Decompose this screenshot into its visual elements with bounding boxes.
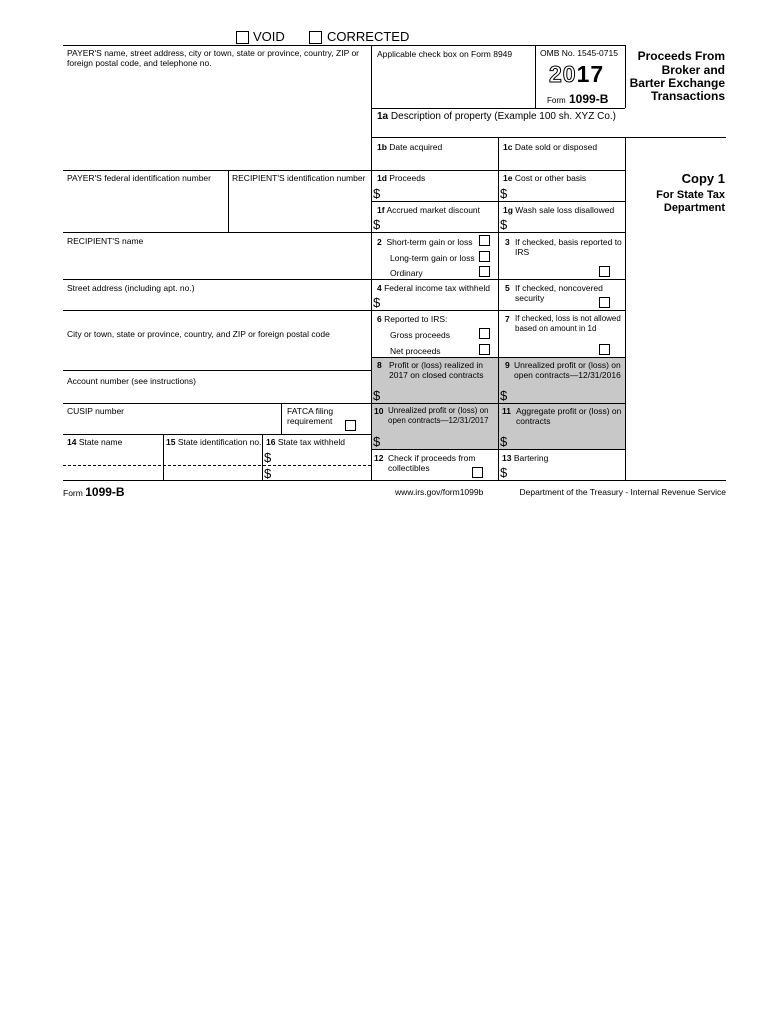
box6-net-checkbox[interactable] [479,344,490,355]
box1c-field[interactable] [499,153,624,169]
line-1a-top [371,108,535,109]
box7-checkbox[interactable] [599,344,610,355]
omb-form-prefix: Form [547,96,566,105]
box13-dollar: $ [500,465,508,480]
box12-label: Check if proceeds from collectibles [388,453,476,473]
box6-gross-checkbox[interactable] [479,328,490,339]
box8-num: 8 [377,360,382,370]
divider-omb-left [535,45,536,108]
box6-gross-label: Gross proceeds [390,330,450,340]
box9-dollar: $ [500,388,508,403]
box1d-dollar: $ [373,186,381,201]
box1g-label: 1g Wash sale loss disallowed [503,205,615,215]
box16-dollar-1: $ [264,450,272,465]
box1b-field[interactable] [372,153,497,169]
line-street-bottom [63,310,371,311]
box8-label: Profit or (loss) realized in 2017 on closed contracts [389,360,484,380]
divider-omb-right [625,45,626,108]
tax-year-prefix: 20 [549,61,577,87]
box1g-dollar: $ [500,217,508,232]
box1c-label: 1c Date sold or disposed [503,142,598,152]
box16-label: 16 State tax withheld [266,437,345,447]
city-label: City or town, state or province, country, and ZIP or foreign postal code [67,329,330,339]
box3-label: If checked, basis reported to IRS [515,237,622,257]
copy-label: Copy 1 [681,171,725,186]
box6-net-label: Net proceeds [390,346,441,356]
box1e-label: 1e Cost or other basis [503,173,587,183]
line-payer-bottom [63,170,371,171]
box10-label: Unrealized profit or (loss) on open contracts—12/31/2017 [388,406,489,425]
box11-dollar: $ [500,434,508,449]
void-label: VOID [253,29,285,44]
box11-label: Aggregate profit or (loss) on contracts [516,406,622,426]
fatca-label: FATCA filing requirement [287,406,334,426]
recipient-name-label: RECIPIENT'S name [67,236,144,246]
box2-short-label: 2 Short-term gain or loss [377,237,473,247]
corrected-checkbox[interactable] [309,31,322,44]
box5-num: 5 [505,283,510,293]
box14-field[interactable] [64,449,162,479]
divider-center-boxes [498,137,499,480]
footer-form-label: Form 1099-B [63,485,125,499]
line-cusip-bottom [63,434,371,435]
copy-sub1: For State Tax [656,189,725,201]
box2-ordinary-label: Ordinary [390,268,423,278]
box11-num: 11 [502,406,511,416]
box2-long-checkbox[interactable] [479,251,490,262]
box13-label: 13 Bartering [502,453,549,463]
line-account-bottom [63,403,371,404]
tax-year [549,63,604,86]
divider-15-16 [262,434,263,480]
title-line4: Transactions [650,89,725,103]
box15-field[interactable] [164,449,261,479]
box1e-dollar: $ [500,186,508,201]
line-name-bottom [63,279,371,280]
payer-fed-id-label: PAYER'S federal identification number [67,173,211,183]
box5-label: If checked, noncovered security [515,283,603,303]
box12-num: 12 [374,453,384,463]
title-line1: Proceeds From [637,49,725,63]
box1b-label: 1b Date acquired [377,142,443,152]
form-bottom-border [63,480,726,481]
corrected-label: CORRECTED [327,29,410,44]
street-field[interactable] [64,295,370,309]
box15-label: 15 State identification no. [166,437,262,447]
recipient-id-label: RECIPIENT'S identification number [232,173,366,183]
box1f-label: 1f Accrued market discount [377,205,481,215]
box4-label: 4 Federal income tax withheld [377,283,490,293]
box3-checkbox[interactable] [599,266,610,277]
title-line2: Broker and [661,63,725,77]
divider-cusip-fatca [281,403,282,434]
box2-short-checkbox[interactable] [479,235,490,246]
line-ids-bottom [63,232,371,233]
fatca-checkbox[interactable] [345,420,356,431]
box14-label: 14 State name [67,437,123,447]
payer-fed-id-field[interactable] [64,186,227,231]
box7-label: If checked, loss is not allowed based on amount in 1d [515,314,621,333]
box1a-field[interactable] [372,124,725,136]
street-label: Street address (including apt. no.) [67,283,195,293]
box1a-label: 1a Description of property (Example 100 sh. XYZ Co.) [377,111,616,122]
void-checkbox[interactable] [236,31,249,44]
box6-label: 6 Reported to IRS: [377,314,448,324]
box9-num: 9 [505,360,510,370]
box8-dollar: $ [373,388,381,403]
line-omb-bottom [535,108,625,109]
box2-ordinary-checkbox[interactable] [479,266,490,277]
box5-checkbox[interactable] [599,297,610,308]
city-field[interactable] [64,341,370,369]
omb-number: OMB No. 1545-0715 [540,48,618,58]
box9-label: Unrealized profit or (loss) on open contracts—12/31/2016 [514,360,621,380]
payer-name-field[interactable] [64,70,370,169]
title-line3: Barter Exchange [629,76,725,90]
box10-num: 10 [374,406,384,416]
box16-dollar-2: $ [264,466,272,481]
omb-form-name: 1099-B [569,92,609,106]
box7-num: 7 [505,314,510,324]
line-1a-bottom [371,137,726,138]
box3-num: 3 [505,237,510,247]
footer-url: www.irs.gov/form1099b [395,487,484,497]
payer-name-label: PAYER'S name, street address, city or town, state or province, country, ZIP or foreign postal code, and telephone no. [67,48,360,68]
form-top-border [63,45,626,46]
cusip-label: CUSIP number [67,406,125,416]
account-label: Account number (see instructions) [67,376,196,386]
copy-sub2: Department [663,202,725,214]
tax-year-suffix: 17 [576,61,605,87]
box2-long-label: Long-term gain or loss [390,253,475,263]
recipient-name-field[interactable] [64,248,370,278]
line-city-bottom [63,370,371,371]
box1d-label: 1d Proceeds [377,173,426,183]
box10-dollar: $ [373,434,381,449]
box4-dollar: $ [373,295,381,310]
recipient-id-field[interactable] [229,186,370,231]
divider-left-right [371,45,372,480]
divider-right-column [625,137,626,480]
form8949-label: Applicable check box on Form 8949 [377,49,513,59]
account-field[interactable] [64,388,370,402]
cusip-field[interactable] [64,418,280,433]
footer-dept: Department of the Treasury - Internal Revenue Service [519,487,726,497]
box12-checkbox[interactable] [472,467,483,478]
box1f-dollar: $ [373,217,381,232]
